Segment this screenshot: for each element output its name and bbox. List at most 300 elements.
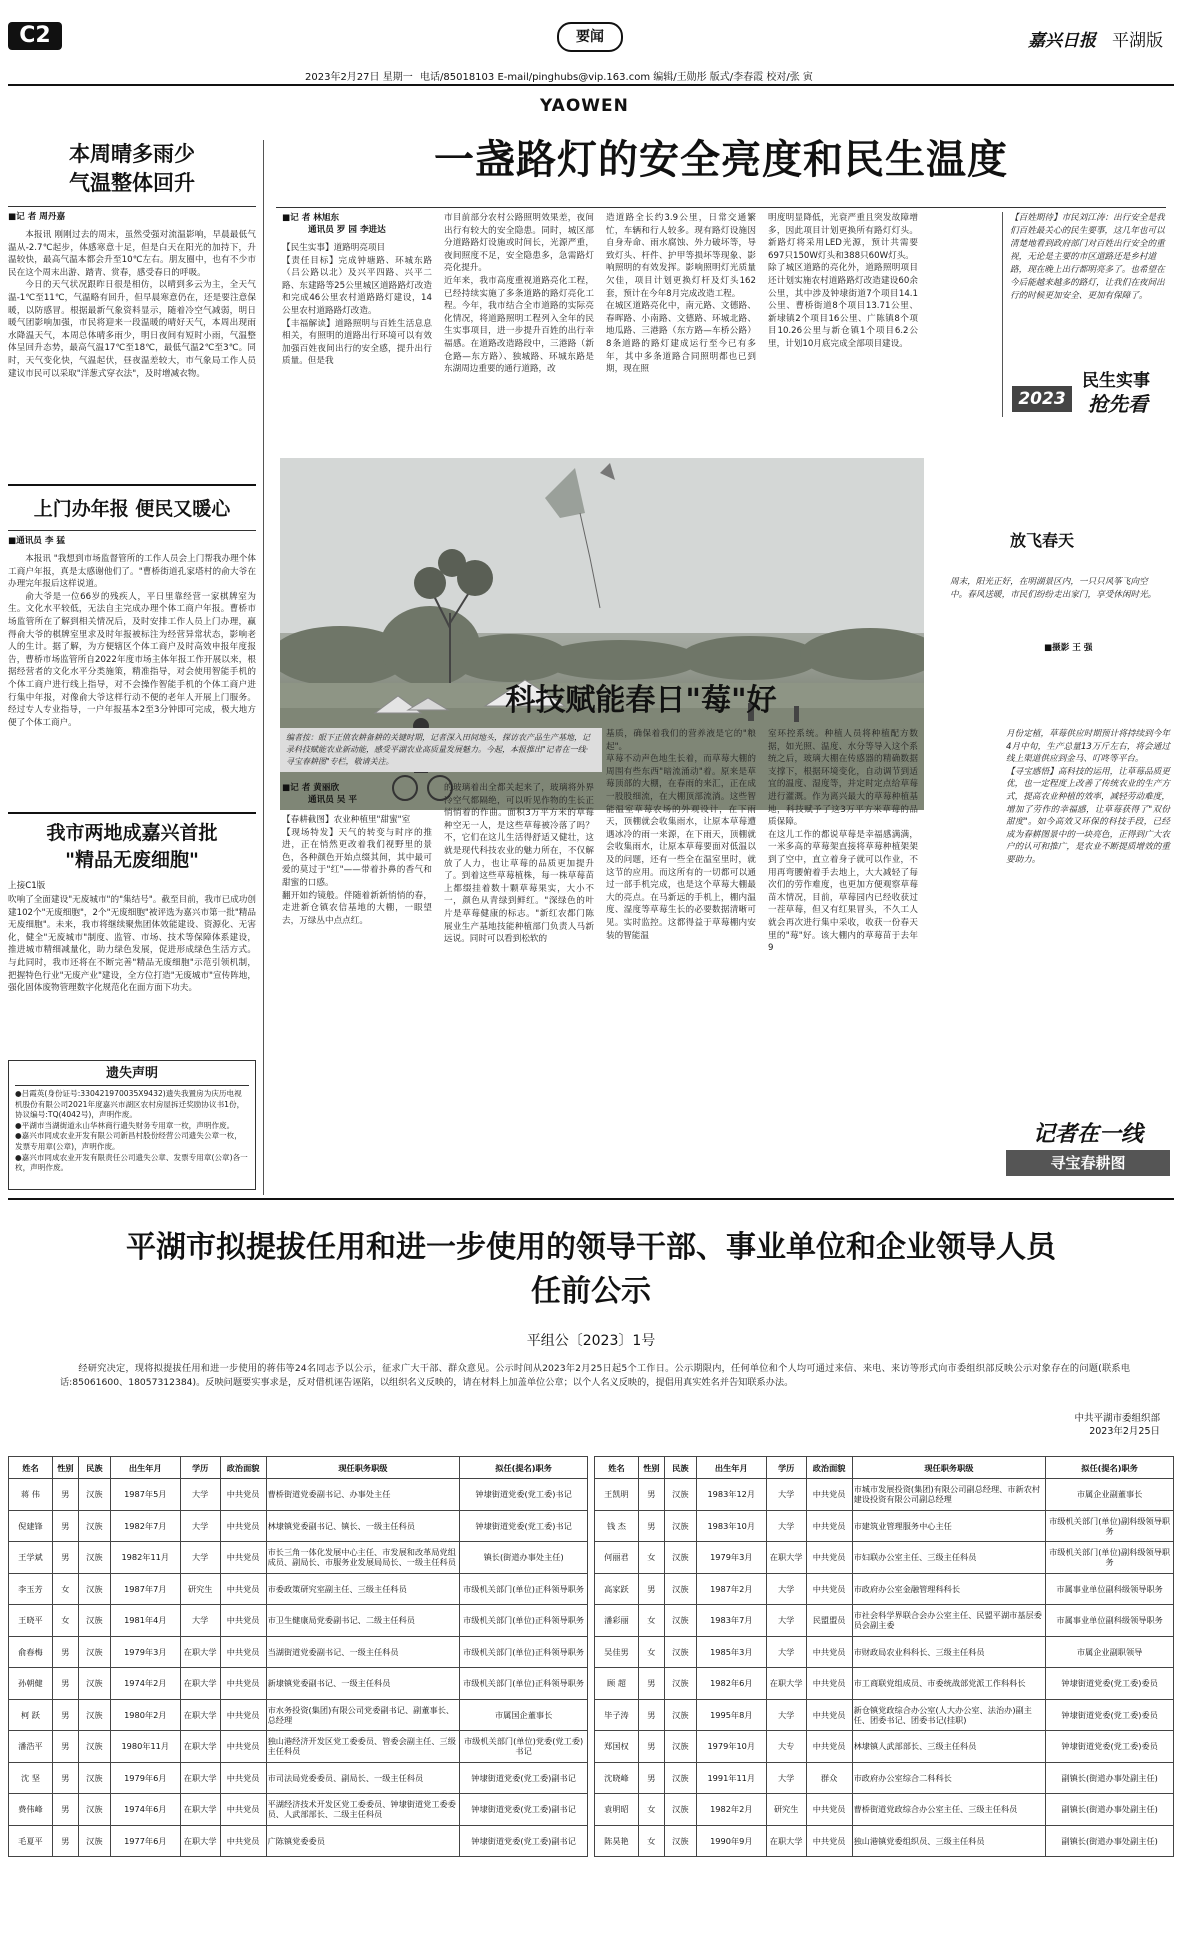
roster-cell: 林埭镇党委副书记、镇长、一级主任科员: [266, 1510, 460, 1542]
roster-cell: 男: [52, 1542, 78, 1574]
roster-cell: 中共党员: [220, 1605, 266, 1637]
roster-cell: 汉族: [78, 1699, 110, 1731]
lost-notice-item: ●平湖市当湖街道永山华林商行遗失财务专用章一枚，声明作废。: [15, 1120, 235, 1130]
section-en-text: YAOWEN: [540, 96, 629, 116]
badge-line-1: 民生实事: [1082, 371, 1150, 391]
lost-notice-item: ●嘉兴市同成农业开发有限责任公司遗失公章、发票专用章(公章)各一枚，声明作废。: [15, 1152, 248, 1173]
roster-cell: 市级机关部门(单位)正科领导职务: [460, 1636, 588, 1668]
roster-cell: 汉族: [78, 1510, 110, 1542]
roster-row: [595, 1668, 1174, 1700]
roster-cell: 新埭镇党委副书记、一级主任科员: [266, 1668, 460, 1700]
weather-byline: ■记 者 周丹嘉: [8, 212, 66, 222]
roster-cell: 何丽君: [595, 1542, 639, 1574]
roster-cell: 女: [52, 1573, 78, 1605]
announcement-title-line1: 平湖市拟提拔任用和进一步使用的领导干部、事业单位和企业领导人员: [126, 1230, 1056, 1265]
roster-row: [595, 1510, 1174, 1542]
roster-cell: 男: [52, 1636, 78, 1668]
roster-cell: 中共党员: [220, 1762, 266, 1794]
announcement-title: [8, 1226, 1174, 1314]
kite-photo-title-text: 放飞春天: [1010, 531, 1075, 550]
zero-waste-title: [8, 820, 256, 874]
strawberry-byline-1: ■记 者 黄丽欣: [282, 783, 340, 793]
roster-cell: 中共党员: [220, 1636, 266, 1668]
contact-text: 电话/85018103 E-mail/pinghubs@vip.163.com 编辑/王勋彤 版式/李春霞 校对/张 寅: [420, 72, 813, 83]
lead-byline-2: 通讯员 罗 园 李进达: [308, 225, 386, 235]
announcement-top-rule: [8, 1198, 1174, 1200]
announcement-signer-text: 中共平湖市委组织部: [1074, 1413, 1160, 1424]
roster-cell: 大学: [180, 1479, 220, 1511]
roster-header-row: [595, 1457, 1174, 1479]
roster-cell: 大学: [766, 1510, 806, 1542]
door-service-rule: [8, 530, 256, 531]
roster-cell: 当湖街道党委副书记、一级主任科员: [266, 1636, 460, 1668]
lead-byline-1: ■记 者 林旭东: [282, 213, 340, 223]
lead-col-divider: [1002, 212, 1003, 417]
reporter-frontline-badge: [1006, 1120, 1170, 1184]
roster-cell: 李玉芳: [9, 1573, 53, 1605]
roster-cell: 市妇联办公室主任、三级主任科员: [852, 1542, 1046, 1574]
roster-row: [9, 1479, 588, 1511]
roster-cell: 汉族: [664, 1510, 696, 1542]
roster-cell: 副镇长(街道办事处副主任): [1046, 1762, 1174, 1794]
roster-cell: 1991年11月: [696, 1762, 766, 1794]
strawberry-headline-text: 科技赋能春日"莓"好: [505, 683, 777, 718]
announcement-signer: [960, 1412, 1160, 1438]
dateline: [305, 68, 413, 83]
roster-cell: 独山港镇党委组织员、三级主任科员: [852, 1825, 1046, 1857]
roster-row: [9, 1825, 588, 1857]
roster-cell: 陈昊艳: [595, 1825, 639, 1857]
roster-cell: 市属国企董事长: [460, 1699, 588, 1731]
left-column-divider: [263, 140, 264, 1195]
zero-waste-body: [8, 894, 256, 995]
roster-cell: 汉族: [78, 1573, 110, 1605]
lost-notice-title: 遗失声明: [105, 1066, 158, 1081]
roster-cell: 1987年5月: [110, 1479, 180, 1511]
roster-row: [9, 1668, 588, 1700]
weather-paragraph: 本报讯 刚刚过去的周末，虽然受强对流温影响，早晨最低气温从-2.7℃起步，体感寒意十足，但是白天在阳光的加持下，升温较快，最高气温本都会升至10℃左右。朋友圈中，也有不少市民在这个周末出游、踏青、赏春，感受春日的呼吸。: [8, 230, 256, 278]
roster-header-cell: 民族: [78, 1457, 110, 1479]
roster-cell: 市政府办公室金融管理科科长: [852, 1573, 1046, 1605]
roster-cell: 中共党员: [220, 1731, 266, 1763]
roster-cell: 王凯明: [595, 1479, 639, 1511]
roster-cell: 中共党员: [806, 1699, 852, 1731]
strawberry-col-1-text: 【春耕截图】农业种植里"甜蜜"室 【现场特发】天气的转变与时序的推进，正在悄然更改着我们视野里的景色，各种颜色开始点缀其间，其中最可爱的莫过于"红"——带着扑鼻的香气和甜蜜的口感。 翻开如约镜般。伴随着新新悄悄的春，走进新仓镇农信基地的大棚，一眼望去，万绿丛中点点红。: [282, 815, 432, 926]
strawberry-col-1: [282, 782, 432, 927]
roster-cell: 市级机关部门(单位)副科级领导职务: [1046, 1542, 1174, 1574]
weather-paragraph: 今日的天气状况跟昨日很是相仿，以晴到多云为主，全天气温-1℃至11℃，气温略有回升，但早晨寒意仍在，还是要注意保暖，以防感冒。根据最新气象资料显示，随着冷空气减弱，明日暖气团影响加强，市民将迎来一段温暖的晴好天气，本周出现雨水降温天气，本周总体晴多雨少，明日夜间有短时小雨，气温整体呈回升态势，最高气温17℃至18℃，最低气温2℃至3℃。同时，天气变化快，气温起伏，昼夜温差较大，市气象局工作人员建议市民可以采取"洋葱式穿衣法"，及时增减衣物。: [8, 280, 256, 379]
roster-cell: 汉族: [78, 1605, 110, 1637]
roster-cell: 汉族: [664, 1825, 696, 1857]
roster-cell: 汉族: [664, 1479, 696, 1511]
roster-cell: 1995年8月: [696, 1699, 766, 1731]
roster-table-right: [594, 1456, 1174, 1857]
roster-cell: 男: [638, 1699, 664, 1731]
kite-photo-title: [1010, 528, 1074, 551]
roster-cell: 市属企业副职领导: [1046, 1636, 1174, 1668]
roster-row: [595, 1825, 1174, 1857]
roster-cell: 汉族: [78, 1794, 110, 1826]
roster-cell: 中共党员: [220, 1668, 266, 1700]
roster-cell: 曹桥街道党委副书记、办事处主任: [266, 1479, 460, 1511]
roster-header-cell: 拟任(提名)职务: [1046, 1457, 1174, 1479]
roster-cell: 市卫生健康局党委副书记、二级主任科员: [266, 1605, 460, 1637]
roster-cell: 钱 杰: [595, 1510, 639, 1542]
roster-left: [8, 1456, 588, 1857]
zero-waste-article: [8, 812, 256, 995]
roster-cell: 中共党员: [806, 1668, 852, 1700]
roster-cell: 汉族: [664, 1699, 696, 1731]
lead-headline-rule: [276, 207, 1166, 208]
roster-cell: 汉族: [78, 1668, 110, 1700]
roster-cell: 研究生: [180, 1573, 220, 1605]
roster-cell: 市级机关部门(单位)党委(党工委)书记: [460, 1731, 588, 1763]
roster-cell: 倪建锋: [9, 1510, 53, 1542]
roster-header-cell: 姓名: [595, 1457, 639, 1479]
roster-cell: 中共党员: [806, 1542, 852, 1574]
weather-title-line1: 本周晴多雨少: [69, 142, 195, 166]
roster-cell: 王晓平: [9, 1605, 53, 1637]
roster-row: [9, 1794, 588, 1826]
roster-cell: 汉族: [664, 1542, 696, 1574]
door-service-paragraph: 俞大爷是一位66岁的残疾人，平日里靠经营一家棋牌室为生。文化水平较低，无法自主完成办理个体工商户年报。曹桥市场监管所在了解到相关情况后，及时安排工作人员上门办理，赢得俞大爷的棋牌室里求及时年报被标注为经营异常状态，影响老人的生计。据了解，为方便辖区个体工商户及时高效申报年度报告，曹桥市场监管所自2022年度市场主体年报工作开展以来，根据经营者的文化水平分类施策，精准指导，对会使用智能手机的个体工商户进行线上指导，对不会操作智能手机的个体工商户进行集中年报，对像俞大爷这样行动不便的老年人开展上门服务。经过专人专业指导，一户年报基本2至3分钟即可完成，极大地方便了个体工商户。: [8, 591, 256, 728]
roster-cell: 市属事业单位副科级领导职务: [1046, 1605, 1174, 1637]
roster-cell: 女: [638, 1825, 664, 1857]
roster-cell: 群众: [806, 1762, 852, 1794]
roster-cell: 中共党员: [220, 1794, 266, 1826]
roster-cell: 1974年2月: [110, 1668, 180, 1700]
weather-title-line2: 气温整体回升: [69, 171, 195, 195]
roster-cell: 1979年3月: [696, 1542, 766, 1574]
roster-row: [9, 1605, 588, 1637]
roster-cell: 钟埭街道党委(党工委)副书记: [460, 1762, 588, 1794]
roster-cell: 市属企业副董事长: [1046, 1479, 1174, 1511]
lost-notice-item: ●嘉兴市同成农业开发有限公司新昌村股份经营公司遗失公章一枚，发票专用章(公章)，声明作废。: [15, 1131, 242, 1151]
roster-cell: 中共党员: [220, 1573, 266, 1605]
roster-cell: 1982年11月: [110, 1542, 180, 1574]
roster-cell: 1987年7月: [110, 1573, 180, 1605]
roster-cell: 男: [638, 1668, 664, 1700]
roster-cell: 中共党员: [806, 1825, 852, 1857]
lead-col-5-text: 【百姓期待】市民刘江涛：出行安全是我们百姓最关心的民生要事，这几年也可以清楚地看到政府部门对百姓出行安全的重视，无论是主要的市区道路还是乡村道路，现在晚上出行都明亮多了。也希望在今后能越来越多的路灯，让我们在夜间出行的时候更加安全、更加有保障了。: [1010, 213, 1165, 301]
roster-row: [595, 1479, 1174, 1511]
roster-cell: 汉族: [78, 1731, 110, 1763]
roster-row: [595, 1542, 1174, 1574]
roster-cell: 中共党员: [220, 1479, 266, 1511]
roster-cell: 市城市发展投资(集团)有限公司副总经理、市新农村建设投资有限公司副总经理: [852, 1479, 1046, 1511]
weather-title: [8, 140, 256, 198]
roster-cell: 中共党员: [220, 1825, 266, 1857]
roster-header-cell: 性别: [638, 1457, 664, 1479]
roster-row: [595, 1762, 1174, 1794]
roster-cell: 女: [638, 1542, 664, 1574]
lost-notice-items: [15, 1089, 249, 1174]
announcement-body: 经研究决定，现将拟提拔任用和进一步使用的蒋伟等24名同志予以公示，征求广大干部、群众意见。公示时间从2023年2月25日起5个工作日。公示期限内，任何单位和个人均可通过来信、来电、来访等形式向市委组织部反映公示对象存在的问题(联系电话:85061600、18057312384)。反映问题要实事求是，反对借机诬告诬陷，以组织名义反映的，请在材料上加盖单位公章；以个人名义反映的，提倡用真实姓名并告知联系办法。: [60, 1363, 1130, 1388]
frontline-badge-bar: [1006, 1150, 1170, 1176]
roster-cell: 高家跃: [595, 1573, 639, 1605]
roster-cell: 男: [638, 1479, 664, 1511]
roster-cell: 中共党员: [220, 1542, 266, 1574]
roster-cell: 副镇长(街道办事处副主任): [1046, 1825, 1174, 1857]
roster-cell: 中共党员: [806, 1510, 852, 1542]
roster-cell: 钟埭街道党委(党工委)书记: [460, 1510, 588, 1542]
roster-cell: 顾 超: [595, 1668, 639, 1700]
roster-cell: 市水务投资(集团)有限公司党委副书记、副董事长、总经理: [266, 1699, 460, 1731]
roster-cell: 大学: [766, 1605, 806, 1637]
lost-notice: [8, 1060, 256, 1190]
roster-cell: 在职大学: [180, 1668, 220, 1700]
roster-cell: 钟埭街道党委(党工委)委员: [1046, 1731, 1174, 1763]
roster-row: [9, 1573, 588, 1605]
page-code-badge: [8, 22, 62, 50]
roster-cell: 在职大学: [766, 1668, 806, 1700]
roster-cell: 1980年11月: [110, 1731, 180, 1763]
roster-cell: 钟埭街道党委(党工委)副书记: [460, 1794, 588, 1826]
lost-notice-item: ●吕霞英(身份证号:330421970035X9432)遗失我置房为庆历电视机股份有限公司2021年度嘉兴市湖区农村房屋拆迁奖励协议书1份，协议编号:TQ(4042号)，声明作废。: [15, 1089, 245, 1120]
badge-year: [1012, 386, 1072, 412]
paper-logo: [1028, 26, 1096, 51]
roster-header-cell: 民族: [664, 1457, 696, 1479]
zero-waste-paragraph: 吹响了全面建设"无废城市"的"集结号"。截至目前，我市已成功创建102个"无废细胞"，2个"无废细胞"被评选为嘉兴市第一批"精品无废细胞"。未来，我市将继续聚焦团体效能建设、资源化、无害化，健全"无废城市"制度、监管、市场、技术等保障体系建设，推进城市精细减量化，助力绿色发展，促进形成绿色生活方式。与此同时，我市还将在不断完善"精品无废细胞"示范引领机制，把握特色行业"无废产业"建设，全方位打造"无废城市"宣传阵地，强化固体废物管理数字化规范化在面方面下功夫。: [8, 895, 256, 994]
weather-article: [8, 140, 256, 380]
door-service-title: 上门办年报 便民又暖心: [33, 498, 231, 520]
strawberry-byline-2: 通讯员 吴 平: [308, 795, 357, 805]
edition-text: 平湖版: [1112, 31, 1163, 51]
door-service-body: [8, 553, 256, 729]
roster-cell: 中共党员: [806, 1479, 852, 1511]
roster-cell: 袁明昭: [595, 1794, 639, 1826]
roster-cell: 大学: [180, 1542, 220, 1574]
roster-cell: 市级机关部门(单位)正科领导职务: [460, 1668, 588, 1700]
lead-col-1-text: 【民生实事】道路明亮项目 【责任目标】完成钟塘路、环城东路（吕公路以北）及兴平四路、兴平二路、东建路等25公里城区道路路灯改造和完成46公里农村道路路灯建设，14公里农村道路路灯改造。 【丰福解读】道路照明与百姓生活息息相关，有照明的道路出行环境可以有效加强百姓夜间出行的安全感，提升出行质量。但是我: [282, 243, 432, 367]
roster-cell: 男: [638, 1510, 664, 1542]
roster-cell: 汉族: [664, 1573, 696, 1605]
lead-col-1: [282, 212, 432, 368]
roster-row: [595, 1605, 1174, 1637]
strawberry-col-2-text: 的玻璃着出全都关起来了，玻璃将外界冷空气都隔绝，可以听见作物的生长正悄悄着的作曲。面积3万平方米的草莓种空无一人，是这些草莓被冷落了吗？不，它们在这儿生活得舒适又健壮，这就是现代科技农业的魅力所在，不仅解放了人力，也让草莓的品质更加提升了。到着这些草莓植株，每一株草莓苗上都缀挂着数十颗草莓果实，大小不一，颜色从青绿到鲜红。"深绿色的叶片是草莓健康的标志。"新红农都门陈展业生产基地技能种植部门负责人马新远说。同时可以看到松软的: [444, 783, 594, 945]
roster-row: [595, 1794, 1174, 1826]
roster-cell: 在职大学: [180, 1699, 220, 1731]
roster-cell: 大学: [766, 1636, 806, 1668]
roster-cell: 汉族: [78, 1762, 110, 1794]
roster-cell: 1981年4月: [110, 1605, 180, 1637]
frontline-badge-line-2: 寻宝春耕图: [1050, 1154, 1126, 1172]
roster-cell: 女: [638, 1636, 664, 1668]
roster-cell: 在职大学: [766, 1542, 806, 1574]
roster-cell: 1990年9月: [696, 1825, 766, 1857]
roster-cell: 女: [638, 1605, 664, 1637]
door-service-top-rule: [8, 484, 256, 486]
announcement-title-line2: 任前公示: [531, 1274, 651, 1309]
dateline-text: 2023年2月27日 星期一: [305, 72, 413, 83]
roster-cell: 1982年6月: [696, 1668, 766, 1700]
roster-cell: 男: [52, 1668, 78, 1700]
roster-cell: 大学: [180, 1510, 220, 1542]
roster-row: [595, 1636, 1174, 1668]
roster-cell: 毕子涛: [595, 1699, 639, 1731]
roster-header-cell: 学历: [766, 1457, 806, 1479]
roster-cell: 郑国权: [595, 1731, 639, 1763]
roster-cell: 大学: [180, 1605, 220, 1637]
roster-cell: 汉族: [78, 1479, 110, 1511]
roster-cell: 市委政策研究室副主任、三级主任科员: [266, 1573, 460, 1605]
roster-cell: 蒋 伟: [9, 1479, 53, 1511]
roster-row: [9, 1731, 588, 1763]
badge-year-text: 2023: [1018, 389, 1066, 409]
roster-cell: 市财政局农业科科长、三级主任科员: [852, 1636, 1046, 1668]
roster-cell: 广陈镇党委委员: [266, 1825, 460, 1857]
strawberry-col-5-text: 月份定植，草莓供应时期预计将持续到今年4月中旬，生产总量13万斤左右，将会通过线上渠道供应到金马、叮咚等平台。 【寻宝感悟】高科技的运用，让草莓品质更优，也一定程度上改善了传统农业的生产方式，提高农业种植的效率，减轻劳动难度，增加了劳作的幸福感，让草莓获得了"双份甜度"。如今高效又环保的科技手段，已经成为春耕图景中的一块亮色，正得到广大农户的认可和推广，是农业不断提质增效的重要助力。: [1006, 729, 1170, 865]
roster-cell: 1983年10月: [696, 1510, 766, 1542]
roster-header-cell: 姓名: [9, 1457, 53, 1479]
roster-cell: 民盟盟员: [806, 1605, 852, 1637]
roster-cell: 在职大学: [766, 1825, 806, 1857]
door-service-paragraph: 本报讯 "我想到市场监督管所的工作人员会上门帮我办理个体工商户年报，真是太感谢他们了。"曹桥街道孔家塔村的俞大爷在办理完年报后这样说道。: [8, 554, 256, 590]
lead-headline: [276, 134, 1166, 186]
badge-line-2: 抢先看: [1088, 392, 1148, 416]
roster-cell: 沈晓峰: [595, 1762, 639, 1794]
roster-cell: 1982年2月: [696, 1794, 766, 1826]
roster-cell: 男: [52, 1479, 78, 1511]
roster-cell: 中共党员: [220, 1699, 266, 1731]
roster-cell: 男: [638, 1762, 664, 1794]
roster-cell: 林埭镇人武部部长、三级主任科员: [852, 1731, 1046, 1763]
strawberry-col-3-text: 基质，确保着我们的营养液是它的"粮起"。 草莓不动声色地生长着，而草莓大棚的周围有些东西"暗流涌动"着。原来是草莓顶部的大棚，在春雨的来汇，正在成一股股细流，在大棚顶部流淌。这些智能温室草莓农场的外观设计，在下雨天，顶棚就会收集雨水，让原本草莓遭遇冰冷的雨一来源，在下雨天，顶棚就会收集雨水，让原本草莓要面对低温以及的问题，还有一些全在温室里时，就这节的应用。而这所有的一切都可以通过一部手机完成，也是这个草莓大棚最大的亮点。在马新远的手机上，棚内温度、湿度等草莓生长的必要数据清晰可见。实时监控。这都得益于草莓棚内安装的智能温: [606, 729, 756, 941]
roster-cell: 男: [52, 1825, 78, 1857]
announcement-doc-no: [8, 1330, 1174, 1350]
section-badge-text: 要闻: [576, 29, 604, 45]
roster-cell: 中共党员: [220, 1510, 266, 1542]
roster-header-cell: 学历: [180, 1457, 220, 1479]
roster-cell: 汉族: [664, 1636, 696, 1668]
roster-cell: 曹桥街道党政综合办公室主任、三级主任科员: [852, 1794, 1046, 1826]
roster-header-cell: 政治面貌: [806, 1457, 852, 1479]
roster-cell: 1985年3月: [696, 1636, 766, 1668]
roster-header-cell: 现任职务职级: [852, 1457, 1046, 1479]
roster-cell: 孙朝健: [9, 1668, 53, 1700]
door-service-byline: ■通讯员 李 猛: [8, 536, 66, 546]
strawberry-intro: [280, 728, 602, 772]
roster-cell: 王学斌: [9, 1542, 53, 1574]
roster-cell: 1983年12月: [696, 1479, 766, 1511]
roster-row: [9, 1542, 588, 1574]
roster-cell: 中共党员: [806, 1573, 852, 1605]
roster-row: [9, 1510, 588, 1542]
roster-cell: 1977年6月: [110, 1825, 180, 1857]
roster-cell: 中共党员: [806, 1731, 852, 1763]
roster-cell: 柯 跃: [9, 1699, 53, 1731]
lead-headline-text: 一盏路灯的安全亮度和民生温度: [434, 137, 1008, 183]
roster-cell: 市司法局党委委员、副局长、一级主任科员: [266, 1762, 460, 1794]
roster-cell: 市政府办公室综合二科科长: [852, 1762, 1046, 1794]
roster-cell: 大学: [766, 1479, 806, 1511]
roster-cell: 1979年6月: [110, 1762, 180, 1794]
lead-col-5: [1010, 212, 1170, 303]
roster-header-cell: 政治面貌: [220, 1457, 266, 1479]
page-code: C2: [19, 23, 51, 48]
roster-cell: 中共党员: [806, 1636, 852, 1668]
roster-cell: 潘彩丽: [595, 1605, 639, 1637]
roster-cell: 女: [52, 1605, 78, 1637]
roster-cell: 汉族: [78, 1825, 110, 1857]
lead-col-3-text: 造道路全长约3.9公里，日常交通繁忙，车辆和行人较多。现有路灯设施因自身寿命、雨水腐蚀、外力破坏等，导致灯头、杆件、护甲等损坏等现象、影响照明的有效发挥。影响照明灯光质量欠佳，项目计划更换灯杆及灯头162套，预计在今年8月完成改造工程。 在城区道路亮化中，南元路、文德路、春晖路、小南路、文德路、环城北路、地瓜路、三港路（东方路—车桥公路）8条道路的路灯建成运行至今已有多年，其中多条道路合同照明都也已到期，现在照: [606, 213, 756, 375]
weather-body: [8, 229, 256, 380]
roster-cell: 汉族: [78, 1542, 110, 1574]
strawberry-col-5: [1006, 728, 1170, 867]
roster-row: [9, 1762, 588, 1794]
roster-cell: 汉族: [664, 1731, 696, 1763]
roster-cell: 大专: [766, 1731, 806, 1763]
door-service-article: [8, 484, 256, 729]
roster-cell: 男: [52, 1699, 78, 1731]
roster-cell: 研究生: [766, 1794, 806, 1826]
paper-logo-text: 嘉兴日报: [1028, 31, 1096, 51]
frontline-badge-line-1: 记者在一线: [1032, 1122, 1143, 1147]
roster-cell: 男: [52, 1794, 78, 1826]
roster-cell: 1983年7月: [696, 1605, 766, 1637]
zero-waste-title-line2: "精品无废细胞": [65, 849, 199, 871]
roster-cell: 在职大学: [180, 1731, 220, 1763]
weather-rule: [8, 206, 256, 207]
roster-cell: 1974年6月: [110, 1794, 180, 1826]
roster-cell: 独山港经济开发区党工委委员、管委会副主任、三级主任科员: [266, 1731, 460, 1763]
roster-cell: 男: [52, 1510, 78, 1542]
announcement-date-text: 2023年2月25日: [1089, 1426, 1160, 1437]
roster-cell: 平湖经济技术开发区党工委委员、钟埭街道党工委委员、人武部部长、二级主任科员: [266, 1794, 460, 1826]
roster-row: [595, 1699, 1174, 1731]
roster-row: [595, 1573, 1174, 1605]
roster-cell: 1979年10月: [696, 1731, 766, 1763]
roster-row: [9, 1699, 588, 1731]
roster-cell: 在职大学: [180, 1794, 220, 1826]
roster-cell: 男: [52, 1731, 78, 1763]
masthead-rule: [8, 84, 1174, 86]
roster-cell: 在职大学: [180, 1762, 220, 1794]
roster-row: [9, 1636, 588, 1668]
kite-photo-credit: ■摄影 王 强: [1044, 643, 1093, 653]
roster-cell: 毛夏平: [9, 1825, 53, 1857]
roster-header-cell: 出生年月: [696, 1457, 766, 1479]
roster-cell: 吴佳男: [595, 1636, 639, 1668]
edition-label: [1112, 26, 1163, 51]
roster-cell: 钟埭街道党委(党工委)委员: [1046, 1699, 1174, 1731]
roster-cell: 1980年2月: [110, 1699, 180, 1731]
roster-header-cell: 现任职务职级: [266, 1457, 460, 1479]
roster-cell: 大学: [766, 1762, 806, 1794]
roster-cell: 副镇长(街道办事处副主任): [1046, 1794, 1174, 1826]
roster-header-row: [9, 1457, 588, 1479]
roster-cell: 潘浩平: [9, 1731, 53, 1763]
roster-row: [595, 1731, 1174, 1763]
roster-cell: 在职大学: [180, 1825, 220, 1857]
roster-header-cell: 出生年月: [110, 1457, 180, 1479]
roster-cell: 市属事业单位副科级领导职务: [1046, 1573, 1174, 1605]
announcement-doc-no-text: 平组公〔2023〕1号: [526, 1333, 656, 1349]
roster-cell: 男: [52, 1762, 78, 1794]
lead-col-2-text: 市目前部分农村公路照明效果差，夜间出行有较大的安全隐患。同时，城区部分道路路灯设施或时间长，光源严重，夜间照度不足，安全隐患多，急需路灯亮化提升。 近年来，我市高度重视道路亮化工程，已经持续实施了多条道路的路灯亮化工程。今年，我市结合全市道路的实际亮化情况，将道路照明工程列入全年的民生实事项目，进一步提升百姓的出行幸福感。在道路改造路段中，三港路（新仓路—东方路）、独城路、环城东路是东湖周边重要的通行道路，改: [444, 213, 594, 375]
roster-cell: 市长三角一体化发展中心主任、市发展和改革局党组成员、副局长、市服务业发展局局长、一级主任科员: [266, 1542, 460, 1574]
roster-cell: 1979年3月: [110, 1636, 180, 1668]
roster-cell: 钟埭街道党委(党工委)副书记: [460, 1825, 588, 1857]
roster-right: [594, 1456, 1174, 1857]
roster-table-left: [8, 1456, 588, 1857]
roster-cell: 在职大学: [180, 1636, 220, 1668]
strawberry-headline: [276, 680, 1006, 722]
roster-cell: 男: [638, 1731, 664, 1763]
roster-cell: 钟埭街道党委(党工委)委员: [1046, 1668, 1174, 1700]
roster-cell: 大学: [766, 1573, 806, 1605]
roster-cell: 中共党员: [806, 1794, 852, 1826]
